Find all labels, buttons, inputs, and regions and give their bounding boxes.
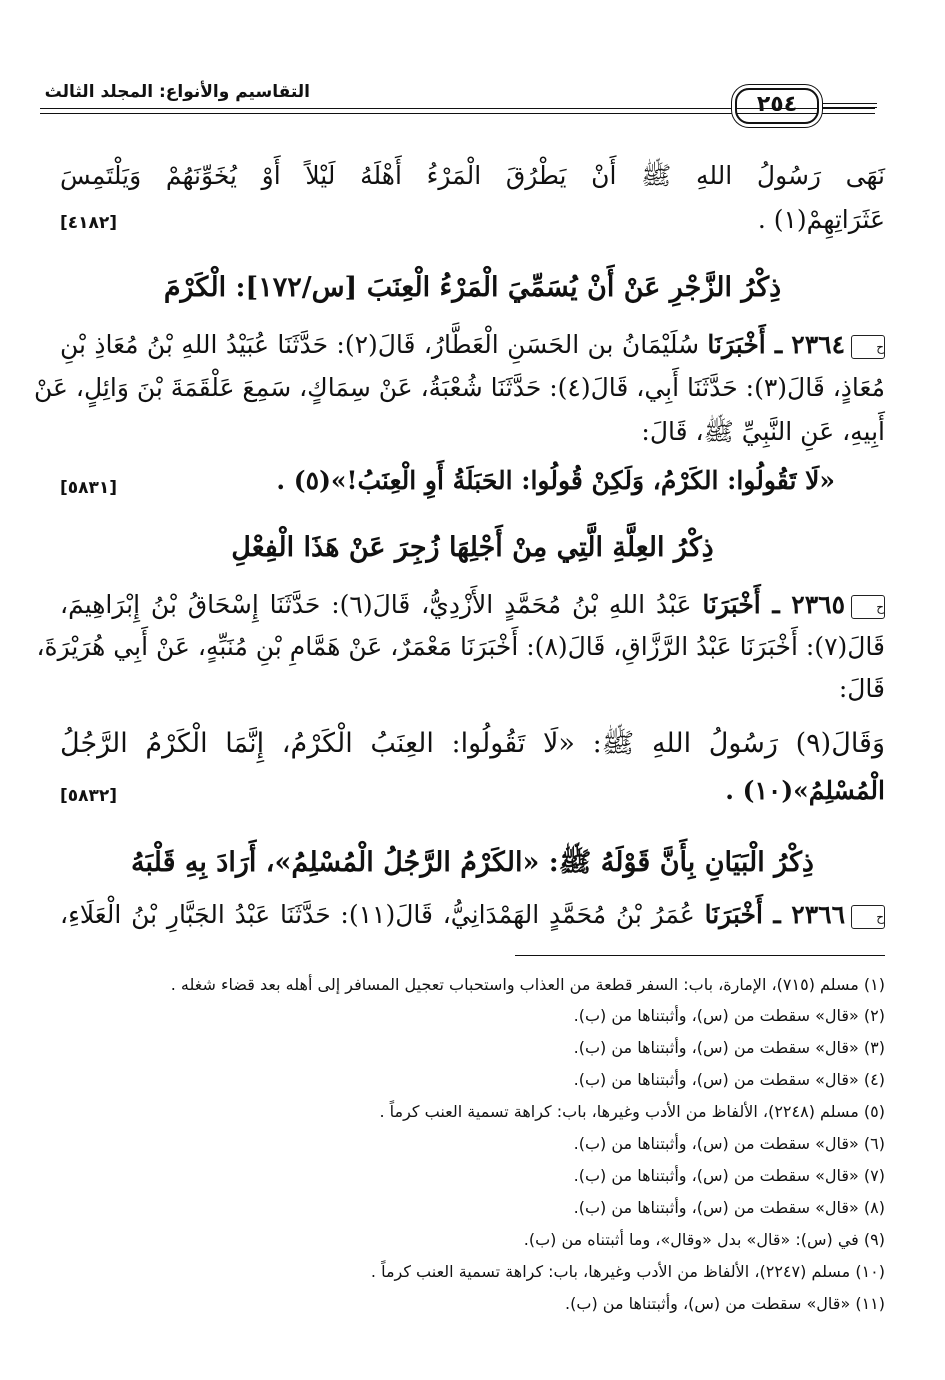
hadith-marker-icon: ح — [851, 595, 885, 619]
hadith-number: ٢٣٦٤ ـ أَخْبَرَنَا — [707, 330, 845, 359]
chapter-heading-3: ذِكْرُ الْبَيَانِ بِأَنَّ قَوْلَهُ ﷺ: «الكَرْمُ الرَّجُلُ الْمُسْلِمُ»، أَرَادَ بِهِ قَلْبَهُ — [131, 847, 814, 878]
body-line-12: عُمَرُ بْنُ مُحَمَّدٍ الهَمْدَانِيُّ، قَالَ(١١): حَدَّثَنَا عَبْدُ الجَبَّارِ بْنُ الْعَلَاءِ، — [60, 900, 695, 929]
page-number: ٢٥٤ — [735, 88, 819, 124]
body-line-3: سُلَيْمَانُ بن الحَسَنِ الْعَطَّارُ، قَالَ(٢): حَدَّثَنَا عُبَيْدُ اللهِ بْنُ مُعَاذِ بْنِ — [60, 330, 700, 359]
footnote-11: (١١) «قال» سقطت من (س)، وأثبتناها من (ب). — [565, 1294, 885, 1313]
chapter-heading-1: ذِكْرُ الزَّجْرِ عَنْ أَنْ يُسَمِّيَ الْمَرْءُ الْعِنَبَ [س/١٧٢]: الْكَرْمَ — [163, 272, 782, 303]
footnote-4: (٤) «قال» سقطت من (س)، وأثبتناها من (ب). — [573, 1070, 885, 1089]
body-line-8: قَالَ(٧): أَخْبَرَنَا عَبْدُ الرَّزَّاقِ، قَالَ(٨): أَخْبَرَنَا مَعْمَرٌ، عَنْ هَمَّامِ بْنِ مُنَبِّهٍ، عَنْ أَبِي هُرَيْرَةَ، — [36, 632, 885, 661]
footnote-1: (١) مسلم (٧١٥)، الإمارة، باب: السفر قطعة من العذاب واستحباب تعجيل المسافر إلى أهله بعد قضاء شغله . — [170, 975, 885, 994]
reference-number: [٥٨٣٢] — [60, 786, 118, 806]
footnote-8: (٨) «قال» سقطت من (س)، وأثبتناها من (ب). — [573, 1198, 885, 1217]
footnote-6: (٦) «قال» سقطت من (س)، وأثبتناها من (ب). — [573, 1134, 885, 1153]
footnote-2: (٢) «قال» سقطت من (س)، وأثبتناها من (ب). — [573, 1006, 885, 1025]
hadith-number: ٢٣٦٥ ـ أَخْبَرَنَا — [702, 590, 845, 619]
footnote-7: (٧) «قال» سقطت من (س)، وأثبتناها من (ب). — [573, 1166, 885, 1185]
body-line-11: الْمُسْلِمُ»(١٠) . — [725, 776, 885, 805]
footnote-3: (٣) «قال» سقطت من (س)، وأثبتناها من (ب). — [573, 1038, 885, 1057]
body-line-1: نَهَى رَسُولُ اللهِ ﷺ أَنْ يَطْرُقَ الْمَرْءُ أَهْلَهُ لَيْلاً أَوْ يُخَوِّنَهُمْ وَيَلْتَمِسَ — [60, 161, 885, 190]
hadith-2364-line-1 — [60, 330, 885, 359]
body-line-7: عَبْدُ اللهِ بْنُ مُحَمَّدٍ الأَزْدِيُّ، قَالَ(٦): حَدَّثَنَا إِسْحَاقُ بْنُ إِبْرَاهِيمَ، — [60, 590, 692, 619]
body-line-10: وَقَالَ(٩) رَسُولُ اللهِ ﷺ: «لَا تَقُولُوا: العِنَبُ الْكَرْمُ، إِنَّمَا الْكَرْمُ الرَّجُلُ — [60, 728, 885, 759]
body-line-2: عَثَرَاتِهِمْ(١) . — [757, 205, 885, 234]
running-title: التقاسيم والأنواع: المجلد الثالث — [44, 82, 310, 102]
body-line-9: قَالَ: — [838, 674, 885, 703]
footnote-separator — [515, 955, 885, 956]
footnote-9: (٩) في (س): «قال» بدل «وقال»، وما أثبتناه من (ب). — [523, 1230, 885, 1249]
hadith-number: ٢٣٦٦ ـ أَخْبَرَنَا — [704, 900, 845, 929]
reference-number: [٥٨٣١] — [60, 478, 118, 498]
footnote-10: (١٠) مسلم (٢٢٤٧)، الألفاظ من الأدب وغيرها، باب: كراهة تسمية العنب كرماً . — [370, 1262, 885, 1281]
reference-number: [٤١٨٢] — [60, 213, 118, 233]
footnote-5: (٥) مسلم (٢٢٤٨)، الألفاظ من الأدب وغيرها، باب: كراهة تسمية العنب كرماً . — [379, 1102, 885, 1121]
body-line-4: مُعَاذٍ، قَالَ(٣): حَدَّثَنَا أَبِي، قَالَ(٤): حَدَّثَنَا شُعْبَةُ، عَنْ سِمَاكٍ، سَمِعَ عَلْقَمَةَ بْنَ وَائِلٍ، عَنْ — [34, 373, 885, 402]
chapter-heading-2: ذِكْرُ العِلَّةِ الَّتِي مِنْ أَجْلِهَا زُجِرَ عَنْ هَذَا الْفِعْلِ — [231, 532, 714, 563]
hadith-marker-icon: ح — [851, 905, 885, 929]
hadith-marker-icon: ح — [851, 335, 885, 359]
page-number-ornament — [822, 103, 877, 108]
body-line-5: أَبِيهِ، عَنِ النَّبِيِّ ﷺ، قَالَ: — [641, 417, 885, 446]
hadith-2366-line-1 — [60, 900, 885, 929]
hadith-quote-1: «لَا تَقُولُوا: الكَرْمُ، وَلَكِنْ قُولُوا: الحَبَلَةُ أَوِ الْعِنَبُ!»(٥) . — [276, 466, 835, 495]
hadith-2365-line-1 — [60, 590, 885, 619]
